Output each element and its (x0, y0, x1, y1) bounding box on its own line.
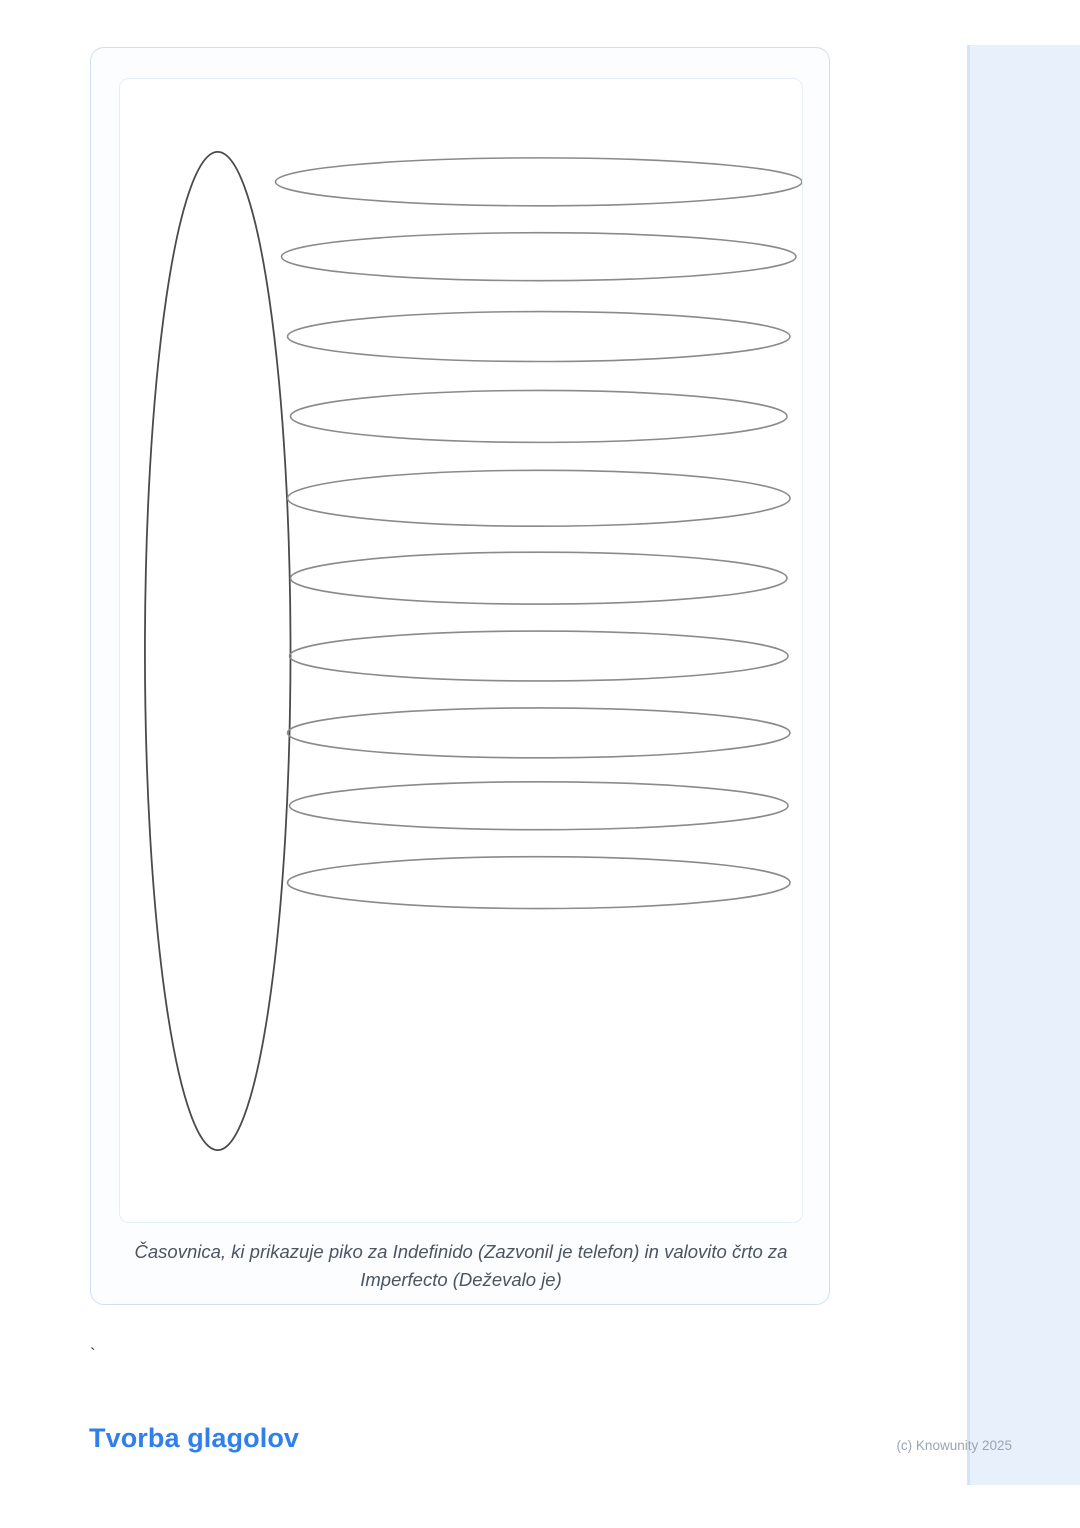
page-accent-strip-edge (967, 45, 970, 1485)
section-heading: Tvorba glagolov (89, 1423, 300, 1453)
copyright-notice: (c) Knowunity 2025 (896, 1438, 1012, 1453)
timeline-diagram-icon (120, 79, 802, 1222)
figure-image-area (119, 78, 803, 1223)
figure-card (90, 47, 830, 1305)
page-accent-strip (970, 45, 1080, 1485)
figure-caption: Časovnica, ki prikazuje piko za Indefinido (Zazvonil je telefon) in valovito črto za Imperfecto (Deževalo je) (134, 1241, 788, 1291)
stray-backtick-text: ` (90, 1345, 96, 1364)
